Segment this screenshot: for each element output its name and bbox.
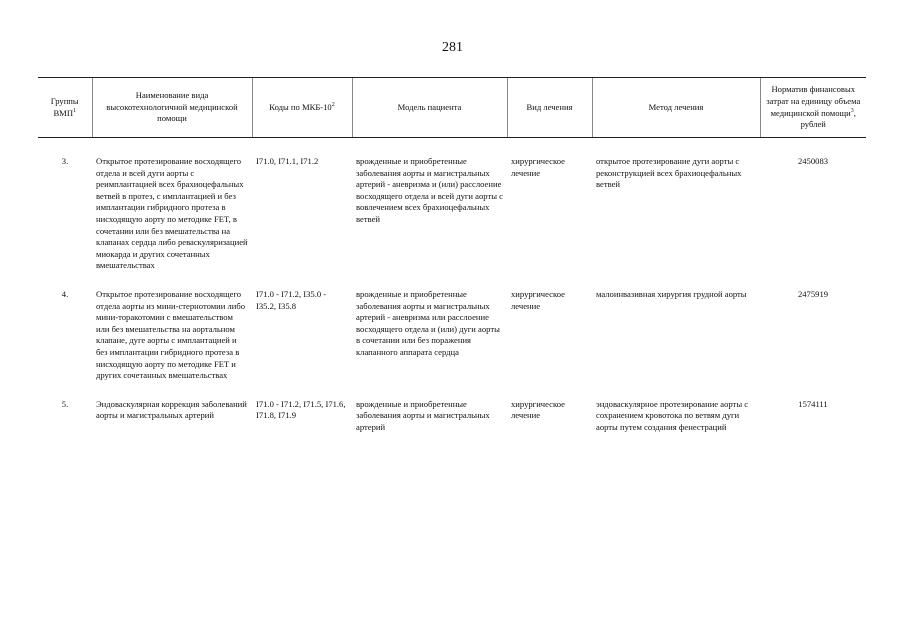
treatment-method: малоинвазивная хирургия грудной аорты <box>596 288 747 299</box>
treatment-type: хирургическое лечение <box>511 156 565 178</box>
header-codes: Коды по МКБ-$10^2$ <box>252 78 352 138</box>
treatment-type: хирургическое лечение <box>511 398 565 421</box>
icd-codes: I71.0 - I71.2, I71.5, I71.6, I71.8, I71.9 <box>256 398 346 421</box>
table-row <box>38 289 866 399</box>
patient-model: врожденные и приобретенные заболевания аорты и магистральных артерий - аневризма и (или) расслоение восходящего отдела и всей дуги аорты с вовлечением всех брахиоцефальных ветвей <box>356 156 503 224</box>
medical-care-table <box>38 77 866 450</box>
table-row <box>38 138 866 289</box>
care-name: Открытое протезирование восходящего отдела и всей дуги аорты с реимплантацией всех брахиоцефальных ветвей в протез, с имплантацией и без имплантации гибридного протеза в нисходящую аорту по методике FET, в сочетании или без вмешательства на клапанах сердца либо реваскуляризацией миокарда и других сочетанных вмешательствах <box>96 156 248 271</box>
table-header-row <box>38 78 866 138</box>
treatment-method: открытое протезирование дуги аорты с реконструкцией всех брахиоцефальных ветвей <box>596 156 742 190</box>
patient-model: врожденные и приобретенные заболевания аорты и магистральных артерий - аневризма или расслоение восходящего отдела и (или) дуги аорты в сочетании или без поражения клапанного аппарата сердца <box>356 288 500 357</box>
icd-codes: I71.0 - I71.2, I35.0 - I35.2, I35.8 <box>256 288 327 311</box>
header-cost: Норматив финансовых затрат на единицу объема медицинской помощи$^3$, рублей <box>760 78 866 138</box>
table-row <box>38 399 866 451</box>
treatment-type: хирургическое лечение <box>511 288 565 311</box>
patient-model: врожденные и приобретенные заболевания аорты и магистральных артерий <box>356 398 490 432</box>
cost-standard: 2475919 <box>797 288 829 299</box>
cost-standard: 1574111 <box>798 398 828 409</box>
header-name: Наименование вида высокотехнологичной медицинской помощи <box>92 78 252 138</box>
header-model: Модель пациента <box>352 78 507 138</box>
row-number: 3. <box>61 156 69 166</box>
treatment-method: эндоваскулярное протезирование аорты с сохранением кровотока по ветвям дуги аорты путем создания фенестраций <box>596 398 749 432</box>
care-name: Открытое протезирование восходящего отдела аорты из мини-стернотомии либо мини-торакотомии с вмешательством или без вмешательства на аортальном клапане, дуге аорты с имплантацией и без имплантации гибридного протеза в нисходящую аорту по методике FET и других сочетанных вмешательствах <box>96 288 246 381</box>
page-number: 281 <box>442 40 463 55</box>
cost-standard: 2450083 <box>797 156 829 166</box>
care-name: Эндоваскулярная коррекция заболеваний аорты и магистральных артерий <box>96 398 247 421</box>
header-method: Метод лечения <box>592 78 760 138</box>
header-group: Группы ВМП$^1$ <box>38 78 92 138</box>
row-number: 5. <box>61 398 69 409</box>
icd-codes: I71.0, I71.1, I71.2 <box>256 156 319 166</box>
row-number: 4. <box>61 288 69 299</box>
header-treatment: Вид лечения <box>507 78 592 138</box>
